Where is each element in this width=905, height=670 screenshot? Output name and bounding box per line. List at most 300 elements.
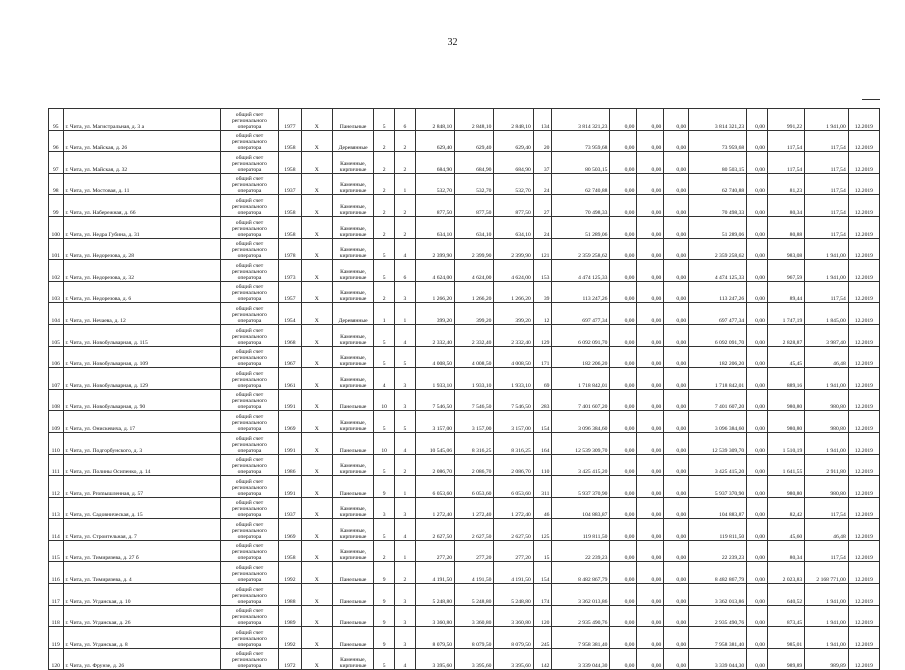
cost-regional-cell: 0,00 xyxy=(637,324,664,346)
year-renovated-cell: Х xyxy=(301,303,332,325)
cost-owners-cell: 104 883,87 xyxy=(689,497,747,519)
account-type-cell: общий счет регионального оператора xyxy=(220,238,278,260)
wall-material-cell: Панельные xyxy=(332,432,373,454)
total-cost-cell: 3 339 044,30 xyxy=(552,648,610,670)
entrances-cell: 4 xyxy=(395,324,416,346)
limit-cost-cell: 2 168 771,00 xyxy=(805,562,849,584)
total-cost-cell: 3 814 321,23 xyxy=(552,109,610,131)
row-number-cell: 105 xyxy=(49,324,64,346)
row-number-cell: 112 xyxy=(49,476,64,498)
residential-area-cell: 5 248,80 xyxy=(494,584,533,606)
unit-cost-cell: 0,00 xyxy=(747,152,768,174)
floors-cell: 9 xyxy=(374,562,395,584)
total-area-cell: 4 191,50 xyxy=(415,562,454,584)
total-area-cell: 2 086,70 xyxy=(415,454,454,476)
residents-cell: 46 xyxy=(533,497,552,519)
wall-material-cell: Каменные, кирпичные xyxy=(332,648,373,670)
wall-material-cell: Панельные xyxy=(332,476,373,498)
cost-owners-cell: 73 959,68 xyxy=(689,130,747,152)
address-cell: г. Чита, ул. Тимирязева, д. 27 б xyxy=(63,540,220,562)
floors-cell: 5 xyxy=(374,109,395,131)
cost-owners-cell: 3 362 013,86 xyxy=(689,584,747,606)
year-built-cell: 1961 xyxy=(279,368,302,390)
page-number: 32 xyxy=(447,37,458,48)
row-number-cell: 119 xyxy=(49,627,64,649)
table-row xyxy=(49,497,880,519)
year-built-cell: 1992 xyxy=(279,627,302,649)
cost-regional-cell: 0,00 xyxy=(637,562,664,584)
row-number-cell: 102 xyxy=(49,260,64,282)
residential-area-cell: 2 848,10 xyxy=(494,109,533,131)
cost-federal-cell: 0,00 xyxy=(610,281,637,303)
residents-cell: 15 xyxy=(533,540,552,562)
completion-date-cell: 12.2019 xyxy=(848,562,879,584)
year-renovated-cell: Х xyxy=(301,497,332,519)
entrances-cell: 4 xyxy=(395,519,416,541)
completion-date-cell: 12.2019 xyxy=(848,584,879,606)
total-area-cell: 2 848,10 xyxy=(415,109,454,131)
cost-federal-cell: 0,00 xyxy=(610,216,637,238)
year-built-cell: 1958 xyxy=(279,216,302,238)
wall-material-cell: Каменные, кирпичные xyxy=(332,173,373,195)
cost-local-cell: 0,00 xyxy=(664,324,689,346)
specific-cost-cell: 2 828,87 xyxy=(767,324,804,346)
residents-cell: 283 xyxy=(533,389,552,411)
table-row xyxy=(49,540,880,562)
address-cell: г. Чита, ул. Майская, д. 32 xyxy=(63,152,220,174)
total-area-cell: 684,90 xyxy=(415,152,454,174)
residential-area-cell: 6 053,60 xyxy=(494,476,533,498)
total-area-cell: 2 627,50 xyxy=(415,519,454,541)
table-body xyxy=(49,109,880,670)
residents-cell: 154 xyxy=(533,411,552,433)
total-cost-cell: 113 247,26 xyxy=(552,281,610,303)
cost-federal-cell: 0,00 xyxy=(610,519,637,541)
cost-local-cell: 0,00 xyxy=(664,605,689,627)
year-renovated-cell: Х xyxy=(301,476,332,498)
total-cost-cell: 73 959,68 xyxy=(552,130,610,152)
cost-owners-cell: 119 811,50 xyxy=(689,519,747,541)
row-number-cell: 118 xyxy=(49,605,64,627)
table-row xyxy=(49,324,880,346)
table-row xyxy=(49,411,880,433)
unit-cost-cell: 0,00 xyxy=(747,454,768,476)
cost-local-cell: 0,00 xyxy=(664,389,689,411)
limit-cost-cell: 980,80 xyxy=(805,476,849,498)
residents-cell: 153 xyxy=(533,260,552,282)
table-row xyxy=(49,195,880,217)
entrances-cell: 1 xyxy=(395,303,416,325)
unit-cost-cell: 0,00 xyxy=(747,130,768,152)
specific-cost-cell: 80,34 xyxy=(767,540,804,562)
year-renovated-cell: Х xyxy=(301,281,332,303)
completion-date-cell: 12.2019 xyxy=(848,476,879,498)
residents-cell: 142 xyxy=(533,648,552,670)
address-cell: г. Чита, ул. Недра Губина, д. 31 xyxy=(63,216,220,238)
year-renovated-cell: Х xyxy=(301,584,332,606)
specific-cost-cell: 983,08 xyxy=(767,238,804,260)
cost-local-cell: 0,00 xyxy=(664,432,689,454)
total-cost-cell: 182 206,20 xyxy=(552,346,610,368)
address-cell: г. Чита, ул. Promышленная, д. 57 xyxy=(63,476,220,498)
floors-cell: 2 xyxy=(374,195,395,217)
year-renovated-cell: Х xyxy=(301,605,332,627)
floors-cell: 5 xyxy=(374,411,395,433)
account-type-cell: общий счет регионального оператора xyxy=(220,627,278,649)
limit-cost-cell: 1 941,00 xyxy=(805,238,849,260)
year-renovated-cell: Х xyxy=(301,454,332,476)
specific-cost-cell: 82,42 xyxy=(767,497,804,519)
specific-cost-cell: 1 747,19 xyxy=(767,303,804,325)
specific-cost-cell: 80,34 xyxy=(767,195,804,217)
year-built-cell: 1991 xyxy=(279,432,302,454)
residential-area-cell: 2 627,50 xyxy=(494,519,533,541)
residential-area-cell: 3 395,60 xyxy=(494,648,533,670)
residents-cell: 129 xyxy=(533,324,552,346)
address-cell: г. Чита, ул. Садовническая, д. 15 xyxy=(63,497,220,519)
limit-cost-cell: 1 845,00 xyxy=(805,303,849,325)
total-area-cell: 634,10 xyxy=(415,216,454,238)
floors-cell: 5 xyxy=(374,346,395,368)
cost-federal-cell: 0,00 xyxy=(610,195,637,217)
cost-federal-cell: 0,00 xyxy=(610,540,637,562)
unit-cost-cell: 0,00 xyxy=(747,432,768,454)
unit-cost-cell: 0,00 xyxy=(747,260,768,282)
residents-cell: 37 xyxy=(533,152,552,174)
total-cost-cell: 119 811,50 xyxy=(552,519,610,541)
floors-cell: 9 xyxy=(374,605,395,627)
year-built-cell: 1967 xyxy=(279,346,302,368)
cost-federal-cell: 0,00 xyxy=(610,648,637,670)
table-row xyxy=(49,627,880,649)
limit-cost-cell: 117,54 xyxy=(805,173,849,195)
completion-date-cell: 12.2019 xyxy=(848,173,879,195)
table-row xyxy=(49,109,880,131)
cost-local-cell: 0,00 xyxy=(664,411,689,433)
living-area-cell: 1 266,20 xyxy=(455,281,494,303)
specific-cost-cell: 991,22 xyxy=(767,109,804,131)
cost-owners-cell: 1 718 842,01 xyxy=(689,368,747,390)
cost-regional-cell: 0,00 xyxy=(637,368,664,390)
total-area-cell: 532,70 xyxy=(415,173,454,195)
cost-regional-cell: 0,00 xyxy=(637,454,664,476)
floors-cell: 9 xyxy=(374,627,395,649)
year-built-cell: 1958 xyxy=(279,152,302,174)
total-area-cell: 4 008,50 xyxy=(415,346,454,368)
table-row xyxy=(49,346,880,368)
unit-cost-cell: 0,00 xyxy=(747,648,768,670)
entrances-cell: 1 xyxy=(395,173,416,195)
specific-cost-cell: 117,54 xyxy=(767,130,804,152)
cost-local-cell: 0,00 xyxy=(664,281,689,303)
total-area-cell: 4 624,00 xyxy=(415,260,454,282)
address-cell: г. Чита, ул. Онискевича, д. 17 xyxy=(63,411,220,433)
row-number-cell: 115 xyxy=(49,540,64,562)
account-type-cell: общий счет регионального оператора xyxy=(220,368,278,390)
living-area-cell: 684,90 xyxy=(455,152,494,174)
residential-area-cell: 277,20 xyxy=(494,540,533,562)
entrances-cell: 2 xyxy=(395,454,416,476)
cost-owners-cell: 4 474 125,33 xyxy=(689,260,747,282)
cost-federal-cell: 0,00 xyxy=(610,627,637,649)
wall-material-cell: Каменные, кирпичные xyxy=(332,195,373,217)
cost-owners-cell: 697 477,34 xyxy=(689,303,747,325)
floors-cell: 9 xyxy=(374,584,395,606)
cost-owners-cell: 3 339 044,30 xyxy=(689,648,747,670)
year-built-cell: 1989 xyxy=(279,605,302,627)
address-cell: г. Чита, ул. Недорезова, д. 28 xyxy=(63,238,220,260)
specific-cost-cell: 1 641,55 xyxy=(767,454,804,476)
cost-local-cell: 0,00 xyxy=(664,368,689,390)
wall-material-cell: Каменные, кирпичные xyxy=(332,281,373,303)
living-area-cell: 634,10 xyxy=(455,216,494,238)
limit-cost-cell: 117,54 xyxy=(805,216,849,238)
specific-cost-cell: 980,80 xyxy=(767,389,804,411)
living-area-cell: 3 157,00 xyxy=(455,411,494,433)
cost-owners-cell: 22 239,23 xyxy=(689,540,747,562)
cost-local-cell: 0,00 xyxy=(664,303,689,325)
specific-cost-cell: 889,16 xyxy=(767,368,804,390)
floors-cell: 2 xyxy=(374,173,395,195)
specific-cost-cell: 81,23 xyxy=(767,173,804,195)
cost-local-cell: 0,00 xyxy=(664,152,689,174)
total-area-cell: 8 079,50 xyxy=(415,627,454,649)
limit-cost-cell: 3 987,40 xyxy=(805,324,849,346)
specific-cost-cell: 2 023,83 xyxy=(767,562,804,584)
residential-area-cell: 634,10 xyxy=(494,216,533,238)
cost-federal-cell: 0,00 xyxy=(610,562,637,584)
cost-local-cell: 0,00 xyxy=(664,260,689,282)
year-renovated-cell: Х xyxy=(301,216,332,238)
year-built-cell: 1957 xyxy=(279,281,302,303)
address-cell: г. Чита, ул. Полины Осипенко, д. 14 xyxy=(63,454,220,476)
table-row xyxy=(49,216,880,238)
year-built-cell: 1991 xyxy=(279,476,302,498)
residential-area-cell: 3 360,80 xyxy=(494,605,533,627)
total-area-cell: 2 332,40 xyxy=(415,324,454,346)
table-row xyxy=(49,432,880,454)
specific-cost-cell: 45,60 xyxy=(767,519,804,541)
total-cost-cell: 2 359 258,62 xyxy=(552,238,610,260)
account-type-cell: общий счет регионального оператора xyxy=(220,346,278,368)
completion-date-cell: 12.2019 xyxy=(848,432,879,454)
address-cell: г. Чита, ул. Угданская, д. 26 xyxy=(63,605,220,627)
total-area-cell: 7 546,50 xyxy=(415,389,454,411)
cost-federal-cell: 0,00 xyxy=(610,130,637,152)
floors-cell: 5 xyxy=(374,648,395,670)
row-number-cell: 99 xyxy=(49,195,64,217)
residents-cell: 24 xyxy=(533,173,552,195)
completion-date-cell: 12.2019 xyxy=(848,260,879,282)
year-renovated-cell: Х xyxy=(301,432,332,454)
table-row xyxy=(49,605,880,627)
residential-area-cell: 2 332,40 xyxy=(494,324,533,346)
cost-local-cell: 0,00 xyxy=(664,238,689,260)
row-number-cell: 120 xyxy=(49,648,64,670)
total-cost-cell: 3 425 415,20 xyxy=(552,454,610,476)
specific-cost-cell: 967,59 xyxy=(767,260,804,282)
address-program-table xyxy=(48,108,880,670)
table-row xyxy=(49,281,880,303)
cost-regional-cell: 0,00 xyxy=(637,152,664,174)
completion-date-cell: 12.2019 xyxy=(848,389,879,411)
total-cost-cell: 3 096 384,60 xyxy=(552,411,610,433)
row-number-cell: 98 xyxy=(49,173,64,195)
unit-cost-cell: 0,00 xyxy=(747,324,768,346)
completion-date-cell: 12.2019 xyxy=(848,540,879,562)
residential-area-cell: 1 933,10 xyxy=(494,368,533,390)
cost-regional-cell: 0,00 xyxy=(637,130,664,152)
account-type-cell: общий счет регионального оператора xyxy=(220,454,278,476)
specific-cost-cell: 89,44 xyxy=(767,281,804,303)
address-cell: г. Чита, ул. Фрунзе, д. 26 xyxy=(63,648,220,670)
year-renovated-cell: Х xyxy=(301,324,332,346)
wall-material-cell: Панельные xyxy=(332,627,373,649)
cost-federal-cell: 0,00 xyxy=(610,324,637,346)
year-built-cell: 1988 xyxy=(279,584,302,606)
table-row xyxy=(49,519,880,541)
account-type-cell: общий счет регионального оператора xyxy=(220,281,278,303)
cost-local-cell: 0,00 xyxy=(664,540,689,562)
residents-cell: 174 xyxy=(533,584,552,606)
total-area-cell: 3 157,00 xyxy=(415,411,454,433)
account-type-cell: общий счет регионального оператора xyxy=(220,605,278,627)
row-number-cell: 116 xyxy=(49,562,64,584)
address-cell: г. Чита, ул. Угданская, д. 8 xyxy=(63,627,220,649)
cost-federal-cell: 0,00 xyxy=(610,109,637,131)
cost-local-cell: 0,00 xyxy=(664,648,689,670)
cost-local-cell: 0,00 xyxy=(664,476,689,498)
account-type-cell: общий счет регионального оператора xyxy=(220,411,278,433)
cost-regional-cell: 0,00 xyxy=(637,605,664,627)
table-row xyxy=(49,648,880,670)
cost-local-cell: 0,00 xyxy=(664,454,689,476)
cost-regional-cell: 0,00 xyxy=(637,303,664,325)
cost-federal-cell: 0,00 xyxy=(610,432,637,454)
residents-cell: 121 xyxy=(533,238,552,260)
cost-owners-cell: 51 289,06 xyxy=(689,216,747,238)
total-cost-cell: 697 477,34 xyxy=(552,303,610,325)
row-number-cell: 101 xyxy=(49,238,64,260)
living-area-cell: 4 191,50 xyxy=(455,562,494,584)
row-number-cell: 109 xyxy=(49,411,64,433)
floors-cell: 4 xyxy=(374,368,395,390)
residential-area-cell: 629,40 xyxy=(494,130,533,152)
entrances-cell: 5 xyxy=(395,411,416,433)
row-number-cell: 100 xyxy=(49,216,64,238)
address-cell: г. Чита, ул. Строительная, д. 7 xyxy=(63,519,220,541)
wall-material-cell: Каменные, кирпичные xyxy=(332,497,373,519)
wall-material-cell: Каменные, кирпичные xyxy=(332,152,373,174)
living-area-cell: 877,50 xyxy=(455,195,494,217)
cost-federal-cell: 0,00 xyxy=(610,605,637,627)
residents-cell: 27 xyxy=(533,195,552,217)
entrances-cell: 3 xyxy=(395,627,416,649)
row-number-cell: 106 xyxy=(49,346,64,368)
cost-local-cell: 0,00 xyxy=(664,519,689,541)
account-type-cell: общий счет регионального оператора xyxy=(220,260,278,282)
entrances-cell: 3 xyxy=(395,389,416,411)
wall-material-cell: Панельные xyxy=(332,562,373,584)
entrances-cell: 3 xyxy=(395,605,416,627)
unit-cost-cell: 0,00 xyxy=(747,562,768,584)
cost-regional-cell: 0,00 xyxy=(637,627,664,649)
address-cell: г. Чита, ул. Нечаева, д. 12 xyxy=(63,303,220,325)
limit-cost-cell: 117,54 xyxy=(805,130,849,152)
total-area-cell: 399,20 xyxy=(415,303,454,325)
limit-cost-cell: 117,54 xyxy=(805,540,849,562)
account-type-cell: общий счет регионального оператора xyxy=(220,540,278,562)
specific-cost-cell: 980,80 xyxy=(767,476,804,498)
year-built-cell: 1969 xyxy=(279,519,302,541)
specific-cost-cell: 45,45 xyxy=(767,346,804,368)
residential-area-cell: 2 086,70 xyxy=(494,454,533,476)
residential-area-cell: 4 008,50 xyxy=(494,346,533,368)
cost-regional-cell: 0,00 xyxy=(637,216,664,238)
cost-regional-cell: 0,00 xyxy=(637,195,664,217)
completion-date-cell: 12.2019 xyxy=(848,411,879,433)
table-row xyxy=(49,389,880,411)
year-renovated-cell: Х xyxy=(301,195,332,217)
floors-cell: 5 xyxy=(374,324,395,346)
wall-material-cell: Деревянные xyxy=(332,130,373,152)
residential-area-cell: 7 546,50 xyxy=(494,389,533,411)
cost-regional-cell: 0,00 xyxy=(637,260,664,282)
unit-cost-cell: 0,00 xyxy=(747,281,768,303)
completion-date-cell: 12.2019 xyxy=(848,109,879,131)
residents-cell: 39 xyxy=(533,281,552,303)
total-cost-cell: 5 937 370,90 xyxy=(552,476,610,498)
total-area-cell: 1 272,40 xyxy=(415,497,454,519)
residents-cell: 164 xyxy=(533,432,552,454)
living-area-cell: 2 399,90 xyxy=(455,238,494,260)
floors-cell: 10 xyxy=(374,389,395,411)
cost-local-cell: 0,00 xyxy=(664,109,689,131)
cost-federal-cell: 0,00 xyxy=(610,584,637,606)
address-cell: г. Чита, ул. Недорезова, д. 6 xyxy=(63,281,220,303)
cost-federal-cell: 0,00 xyxy=(610,173,637,195)
year-built-cell: 1972 xyxy=(279,648,302,670)
cost-federal-cell: 0,00 xyxy=(610,260,637,282)
cost-regional-cell: 0,00 xyxy=(637,519,664,541)
cost-regional-cell: 0,00 xyxy=(637,173,664,195)
cost-regional-cell: 0,00 xyxy=(637,281,664,303)
year-built-cell: 1968 xyxy=(279,324,302,346)
account-type-cell: общий счет регионального оператора xyxy=(220,519,278,541)
unit-cost-cell: 0,00 xyxy=(747,303,768,325)
total-cost-cell: 3 362 013,86 xyxy=(552,584,610,606)
living-area-cell: 2 332,40 xyxy=(455,324,494,346)
entrances-cell: 6 xyxy=(395,109,416,131)
wall-material-cell: Каменные, кирпичные xyxy=(332,368,373,390)
cost-owners-cell: 8 482 867,79 xyxy=(689,562,747,584)
entrances-cell: 3 xyxy=(395,281,416,303)
total-area-cell: 1 933,10 xyxy=(415,368,454,390)
floors-cell: 5 xyxy=(374,519,395,541)
residential-area-cell: 3 157,00 xyxy=(494,411,533,433)
wall-material-cell: Каменные, кирпичные xyxy=(332,324,373,346)
living-area-cell: 2 086,70 xyxy=(455,454,494,476)
living-area-cell: 3 360,80 xyxy=(455,605,494,627)
entrances-cell: 2 xyxy=(395,195,416,217)
cost-regional-cell: 0,00 xyxy=(637,432,664,454)
unit-cost-cell: 0,00 xyxy=(747,368,768,390)
residents-cell: 69 xyxy=(533,368,552,390)
unit-cost-cell: 0,00 xyxy=(747,497,768,519)
year-built-cell: 1969 xyxy=(279,411,302,433)
table-row xyxy=(49,152,880,174)
total-cost-cell: 12 539 309,70 xyxy=(552,432,610,454)
